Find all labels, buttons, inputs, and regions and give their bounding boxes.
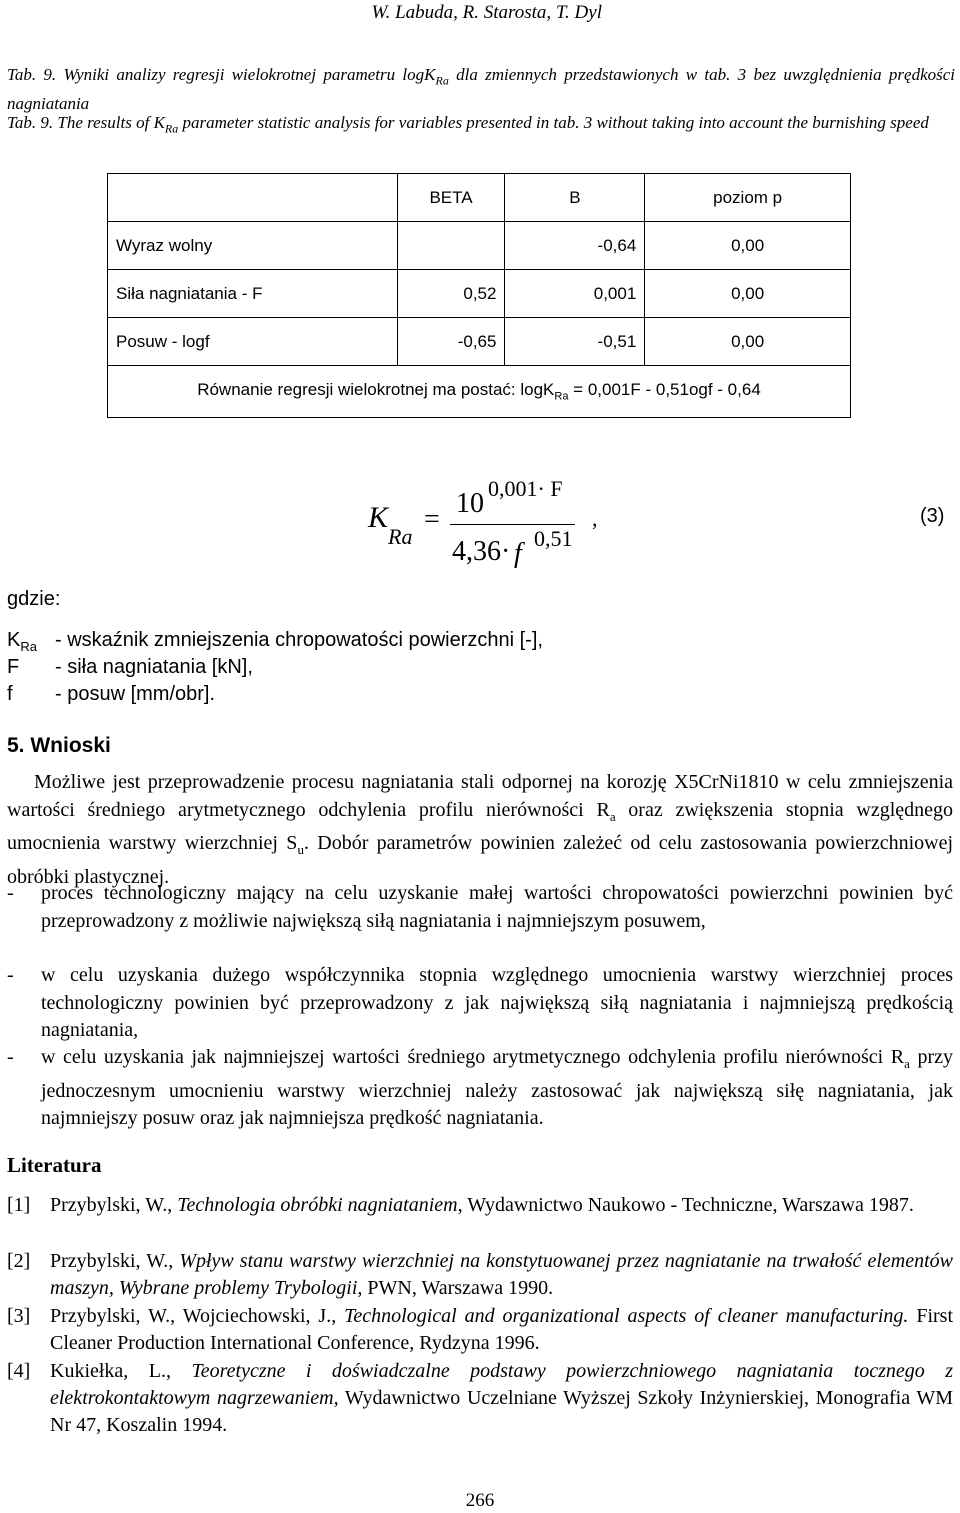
where-label: gdzie: bbox=[7, 588, 61, 610]
table-header-cell: poziom p bbox=[645, 174, 851, 222]
running-header: W. Labuda, R. Starosta, T. Dyl bbox=[371, 2, 602, 23]
table-header-row bbox=[108, 174, 851, 222]
formula-numerator-exponent: 0,001· F bbox=[488, 476, 563, 501]
table-cell: 0,00 bbox=[645, 222, 851, 270]
table-cell: 0,00 bbox=[645, 318, 851, 366]
table-cell: -0,64 bbox=[505, 222, 645, 270]
reference-item: [2] Przybylski, W., Wpływ stanu warstwy wierzchniej na konstytuowanej przez nagniatanie na trwałość elementów maszyn, Wybrane problemy Trybologii, PWN, Warszawa 1990. bbox=[7, 1250, 953, 1299]
regression-equation: Równanie regresji wielokrotnej ma postać: logK$_{Ra}$ = 0,001F - 0,51ogf - 0,64 bbox=[108, 366, 851, 418]
table-cell: -0,65 bbox=[397, 318, 505, 366]
formula-lhs: K bbox=[368, 501, 389, 534]
conclusion-bullet: - w celu uzyskania jak najmniejszej wartości średniego arytmetycznego odchylenia profilu nierówności $R_a$ przy jednoczesnym umocnieniu warstwy wierzchniej należy zastosować jak największą siłę nagniatania, jak najmniejszy posuw oraz jak najmniejsza prędkość nagniatania. bbox=[7, 1046, 953, 1129]
formula-lhs-subscript: Ra bbox=[388, 524, 413, 549]
table-cell: Posuw - logf bbox=[108, 318, 398, 366]
table-row bbox=[108, 270, 851, 318]
equation-number: (3) bbox=[920, 505, 945, 527]
definition-item: f - posuw [mm/obr]. bbox=[7, 683, 216, 705]
table-cell: 0,00 bbox=[645, 270, 851, 318]
table-cell: 0,001 bbox=[505, 270, 645, 318]
reference-item: [3] Przybylski, W., Wojciechowski, J., Technological and organizational aspects of cleaner manufacturing. First Cleaner Production International Conference, Rydzyna 1996. bbox=[7, 1305, 953, 1354]
literature-heading: Literatura bbox=[7, 1153, 102, 1177]
table-header-cell: BETA bbox=[397, 174, 505, 222]
definition-item: F - siła nagniatania [kN], bbox=[7, 656, 253, 678]
table-equation-row bbox=[108, 366, 851, 418]
formula-denominator-variable: f bbox=[514, 538, 522, 569]
table-header-cell bbox=[108, 174, 398, 222]
table-cell: Siła nagniatania - F bbox=[108, 270, 398, 318]
table-caption-en: Tab. 9. The results of $K_{Ra}$ parameter statistic analysis for variables presented in tab. 3 without taking into account the burnishing speed bbox=[7, 113, 929, 136]
section-title: 5. Wnioski bbox=[7, 734, 111, 757]
table-cell: Wyraz wolny bbox=[108, 222, 398, 270]
table-cell bbox=[397, 222, 505, 270]
conclusion-paragraph: Możliwe jest przeprowadzenie procesu nagniatania stali odpornej na korozję X5CrNi1810 w celu zmniejszenia wartości średniego arytmetycznego odchylenia profilu nierówności $R_a$ oraz zwiększenia stopnia względnego umocnienia warstwy wierzchniej $S_u$. Dobór parametrów powinien zależeć od celu zastosowania powierzchniowej obróbki plastycznej. bbox=[7, 771, 954, 888]
formula-denominator-exponent: 0,51 bbox=[534, 526, 573, 551]
reference-item: [4] Kukiełka, L., Teoretyczne i doświadczalne podstawy powierzchniowego nagniatania tocznego z elektrokontaktowym nagrzewaniem, Wydawnictwo Uczelniane Wyższej Szkoły Inżynierskiej, Monografia WM Nr 47, Koszalin 1994. bbox=[7, 1360, 954, 1436]
regression-table bbox=[107, 173, 851, 418]
conclusion-bullet: - proces technologiczny mający na celu uzyskanie małej wartości chropowatości powierzchni powinien być przeprowadzony z możliwie największą siłą nagniatania i najmniejszym posuwem, bbox=[7, 882, 953, 932]
definition-item: $K_{Ra}$ - wskaźnik zmniejszenia chropowatości powierzchni [-], bbox=[7, 629, 543, 654]
formula-equals: = bbox=[424, 504, 440, 535]
formula-denominator-coefficient: 4,36· bbox=[452, 536, 511, 567]
reference-item: [1] Przybylski, W., Technologia obróbki nagniataniem, Wydawnictwo Naukowo - Techniczne, Warszawa 1987. bbox=[7, 1194, 914, 1216]
table-row bbox=[108, 222, 851, 270]
table-cell: 0,52 bbox=[397, 270, 505, 318]
table-header-cell: B bbox=[505, 174, 645, 222]
table-caption-pl: Tab. 9. Wyniki analizy regresji wielokrotnej parametru logK$_{Ra}$ dla zmiennych przedstawionych w tab. 3 bez uwzględnienia prędkości nagniatania bbox=[7, 65, 955, 114]
conclusion-bullet: - w celu uzyskania dużego współczynnika stopnia względnego umocnienia warstwy wierzchniej proces technologiczny powinien być przeprowadzony z jak największą siłą nagniatania i najmniejszą prędkością nagniatania, bbox=[7, 964, 953, 1041]
table-row bbox=[108, 318, 851, 366]
table-cell: -0,51 bbox=[505, 318, 645, 366]
formula-numerator-base: 10 bbox=[456, 488, 484, 519]
page-number: 266 bbox=[465, 1490, 495, 1511]
formula bbox=[360, 470, 620, 580]
formula-comma: , bbox=[592, 506, 598, 531]
fraction-bar bbox=[450, 524, 575, 525]
